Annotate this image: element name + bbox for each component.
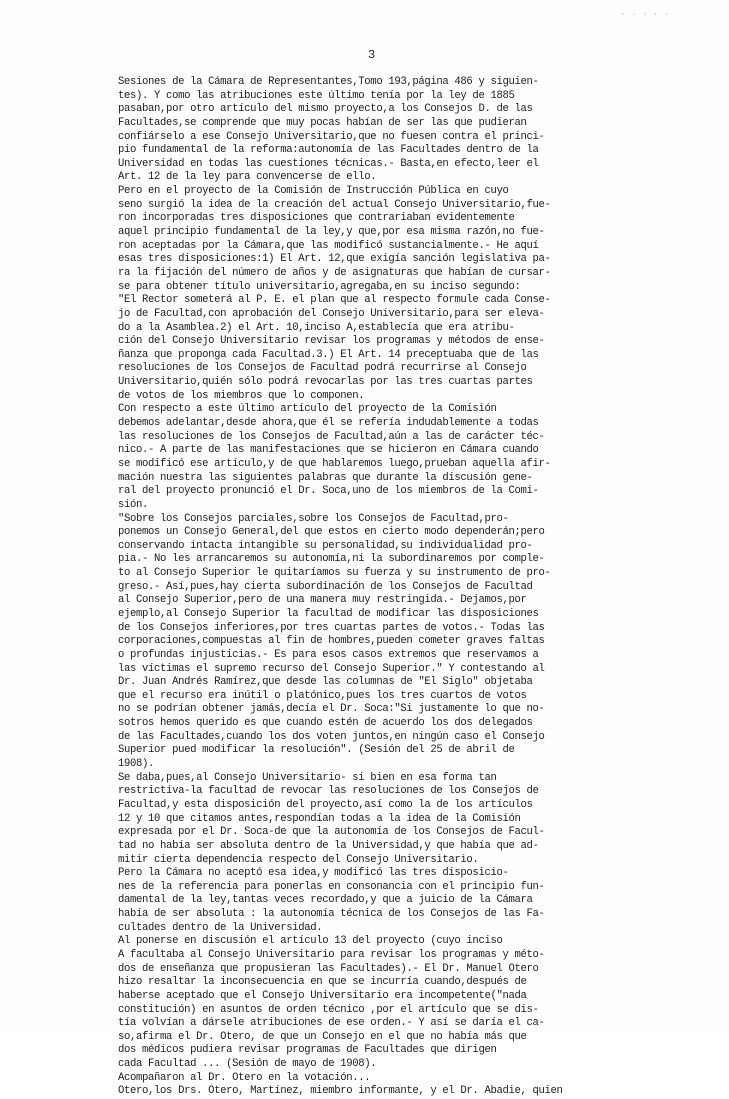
text-line: dos de enseñanza que propusieran las Facultades).- El Dr. Manuel Otero bbox=[118, 962, 539, 975]
text-line: de los Consejos inferiores,por tres cuartas partes de votos.- Todas las bbox=[118, 621, 545, 634]
text-line: sotros hemos querido es que cuando estén de acuerdo los dos delegados bbox=[118, 717, 533, 730]
text-line: ral del proyecto pronunció el Dr. Soca,uno de los miembros de la Comi- bbox=[118, 485, 539, 498]
text-line: corporaciones,compuestas al fin de hombres,pueden cometer graves faltas bbox=[118, 635, 545, 648]
text-line: se modificó ese artículo,y de que hablaremos luego,prueban aquella afir- bbox=[118, 457, 551, 470]
text-line: conservando intacta intangible su personalidad,su individualidad pro- bbox=[118, 539, 533, 552]
text-line: había de ser absoluta : la autonomía técnica de los Consejos de las Fa- bbox=[118, 908, 545, 921]
text-line: pio fundamental de la reforma:autonomía de las Facultades dentro de la bbox=[118, 144, 539, 157]
text-line: aquel principio fundamental de la ley,y que,por esa misma razón,no fue- bbox=[118, 226, 545, 239]
text-line: dos médicos pudiera revisar programas de Facultades que dirigen bbox=[118, 1044, 497, 1057]
text-line: so,afirma el Dr. Otero, de que un Consejo en el que no había más que bbox=[118, 1030, 527, 1043]
text-line: se para obtener título universitario,agregaba,en su inciso segundo: bbox=[118, 280, 521, 293]
text-line: al Consejo Superior,pero de una manera muy restringida.- Dejamos,por bbox=[118, 594, 527, 607]
text-line: ron aceptadas por la Cámara,que las modificó sustancialmente.- He aquí bbox=[118, 239, 539, 252]
text-line: Universitario,quién sólo podrá revocarlas por las tres cuartas partes bbox=[118, 376, 533, 389]
text-line: Sesiones de la Cámara de Representantes,Tomo 193,página 486 y siguien- bbox=[118, 76, 539, 88]
text-line: Facultad,y esta disposición del proyecto,así como la de los artículos bbox=[118, 798, 533, 811]
text-line: Superior pued modificar la resolución". (Sesión del 25 de abril de bbox=[118, 744, 515, 757]
text-line: ra la fijación del número de años y de asignaturas que habían de cursar- bbox=[118, 266, 551, 279]
text-line: nes de la referencia para ponerlas en consonancia con el principio fun- bbox=[118, 880, 545, 893]
text-line: "Sobre los Consejos parciales,sobre los Consejos de Facultad,pro- bbox=[118, 512, 509, 525]
text-line: tes). Y como las atribuciones este último tenía por la ley de 1885 bbox=[118, 89, 515, 102]
text-line: seno surgió la idea de la creación del actual Consejo Universitario,fue- bbox=[118, 198, 551, 211]
text-line: 12 y 10 que citamos antes,respondían todas a la idea de la Comisión bbox=[118, 812, 521, 825]
text-line: to al Consejo Superior le quitaríamos su fuerza y su instrumento de pro- bbox=[118, 567, 551, 580]
text-line: Dr. Juan Andrés Ramírez,que desde las columnas de "El Siglo" objetaba bbox=[118, 676, 533, 689]
text-line: A facultaba al Consejo Universitario para revisar los programas y méto- bbox=[118, 949, 545, 961]
text-line: ción del Consejo Universitario revisar los programas y métodos de ense- bbox=[118, 335, 545, 348]
text-line: tad no había ser absoluta dentro de la Universidad,y que había que ad- bbox=[118, 839, 539, 852]
text-line: mitir cierta dependencia respecto del Consejo Universitario. bbox=[118, 853, 479, 866]
text-line: cultades dentro de la Universidad. bbox=[118, 921, 323, 934]
body-text bbox=[118, 76, 646, 1099]
text-line: ron incorporadas tres disposiciones que contrariaban evidentemente bbox=[118, 212, 515, 225]
text-line: esas tres disposiciones:1) El Art. 12,que exigía sanción legislativa pa- bbox=[118, 253, 551, 266]
text-line: Universidad en todas las cuestiones técnicas.- Basta,en efecto,leer el bbox=[118, 157, 539, 170]
text-line: las víctimas el supremo recurso del Consejo Superior." Y contestando al bbox=[118, 662, 545, 675]
text-line: haberse aceptado que el Consejo Universitario era incompetente("nada bbox=[118, 989, 527, 1002]
text-line: no se podrían obtener jamás,decía el Dr. Soca:"Si justamente lo que no- bbox=[118, 703, 545, 716]
text-line: Se daba,pues,al Consejo Universitario- si bien en esa forma tan bbox=[118, 771, 497, 784]
text-line: pia.- No les arrancaremos su autonomía,ni la subordinaremos por comple- bbox=[118, 553, 545, 566]
corner-mark: · · · · · bbox=[620, 10, 669, 20]
text-line: do a la Asamblea.2) el Art. 10,inciso A,establecía que era atribu- bbox=[118, 321, 515, 334]
text-line: de las Facultades,cuando los dos voten juntos,en ningún caso el Consejo bbox=[118, 730, 545, 743]
text-line: cada Facultad ... (Sesión de mayo de 1908). bbox=[118, 1058, 377, 1071]
text-line: Acompañaron al Dr. Otero en la votación... bbox=[118, 1071, 371, 1084]
text-line: ñanza que proponga cada Facultad.3.) El Art. 14 preceptuaba que de las bbox=[118, 348, 539, 361]
text-line: ponemos un Consejo General,del que estos en cierto modo dependerán;pero bbox=[118, 526, 545, 539]
text-line: mación nuestra las siguientes palabras que durante la discusión gene- bbox=[118, 471, 533, 484]
page-number: 3 bbox=[368, 48, 376, 62]
text-line: sión. bbox=[118, 498, 149, 511]
text-line: Con respecto a este último artículo del proyecto de la Comisión bbox=[118, 403, 497, 416]
text-line: Facultades,se comprende que muy pocas habían de ser las que pudieran bbox=[118, 116, 527, 129]
text-line: tía volvían a dársele atribuciones de ese orden.- Y así se daría el ca- bbox=[118, 1017, 545, 1030]
text-line: o profundas injusticias.- Es para esos casos extremos que reservamos a bbox=[118, 648, 539, 661]
text-line: hizo resaltar la inconsecuencia en que se incurría cuando,después de bbox=[118, 976, 527, 989]
text-line: constitución) en asuntos de orden técnico ,por el artículo que se dis- bbox=[118, 1003, 539, 1016]
text-line: greso.- Así,pues,hay cierta subordinación de los Consejos de Facultad bbox=[118, 580, 533, 593]
text-line: Al ponerse en discusión el artículo 13 del proyecto (cuyo inciso bbox=[118, 935, 503, 948]
text-line: jo de Facultad,con aprobación del Consejo Universitario,para ser eleva- bbox=[118, 307, 545, 320]
text-line: Pero la Cámara no aceptó esa idea,y modificó las tres disposicio- bbox=[118, 867, 509, 880]
text-line: nico.- A parte de las manifestaciones que se hicieron en Cámara cuando bbox=[118, 444, 539, 457]
text-line: 1908). bbox=[118, 758, 155, 771]
text-line: Art. 12 de la ley para convencerse de ello. bbox=[118, 171, 377, 184]
text-line: Pero en el proyecto de la Comisión de Instrucción Pública en cuyo bbox=[118, 185, 509, 198]
text-line: pasaban,por otro artículo del mismo proyecto,a los Consejos D. de las bbox=[118, 103, 533, 116]
text-line: Otero,los Drs. Otero, Martínez, miembro informante, y el Dr. Abadie, quien bbox=[118, 1085, 563, 1098]
text-line: damental de la ley,tantas veces recordado,y que a juicio de la Cámara bbox=[118, 894, 533, 907]
text-line: expresada por el Dr. Soca-de que la autonomía de los Consejos de Facul- bbox=[118, 826, 545, 839]
text-line: ejemplo,al Consejo Superior la facultad de modificar las disposiciones bbox=[118, 607, 539, 620]
text-line: debemos adelantar,desde ahora,que él se refería indudablemente a todas bbox=[118, 417, 539, 430]
text-line: de votos de los miembros que lo componen. bbox=[118, 389, 365, 402]
text-line: que el recurso era inútil o platónico,pues los tres cuartos de votos bbox=[118, 689, 527, 702]
text-line: confiárselo a ese Consejo Universitario,que no fuesen contra el princi- bbox=[118, 130, 545, 143]
text-line: "El Rector someterá al P. E. el plan que al respecto formule cada Conse- bbox=[118, 294, 551, 307]
text-line: restrictiva-la facultad de revocar las resoluciones de los Consejos de bbox=[118, 785, 539, 798]
text-line: resoluciones de los Consejos de Facultad podrá recurrirse al Consejo bbox=[118, 362, 527, 375]
text-line: las resoluciones de los Consejos de Facultad,aún a las de carácter téc- bbox=[118, 430, 545, 443]
